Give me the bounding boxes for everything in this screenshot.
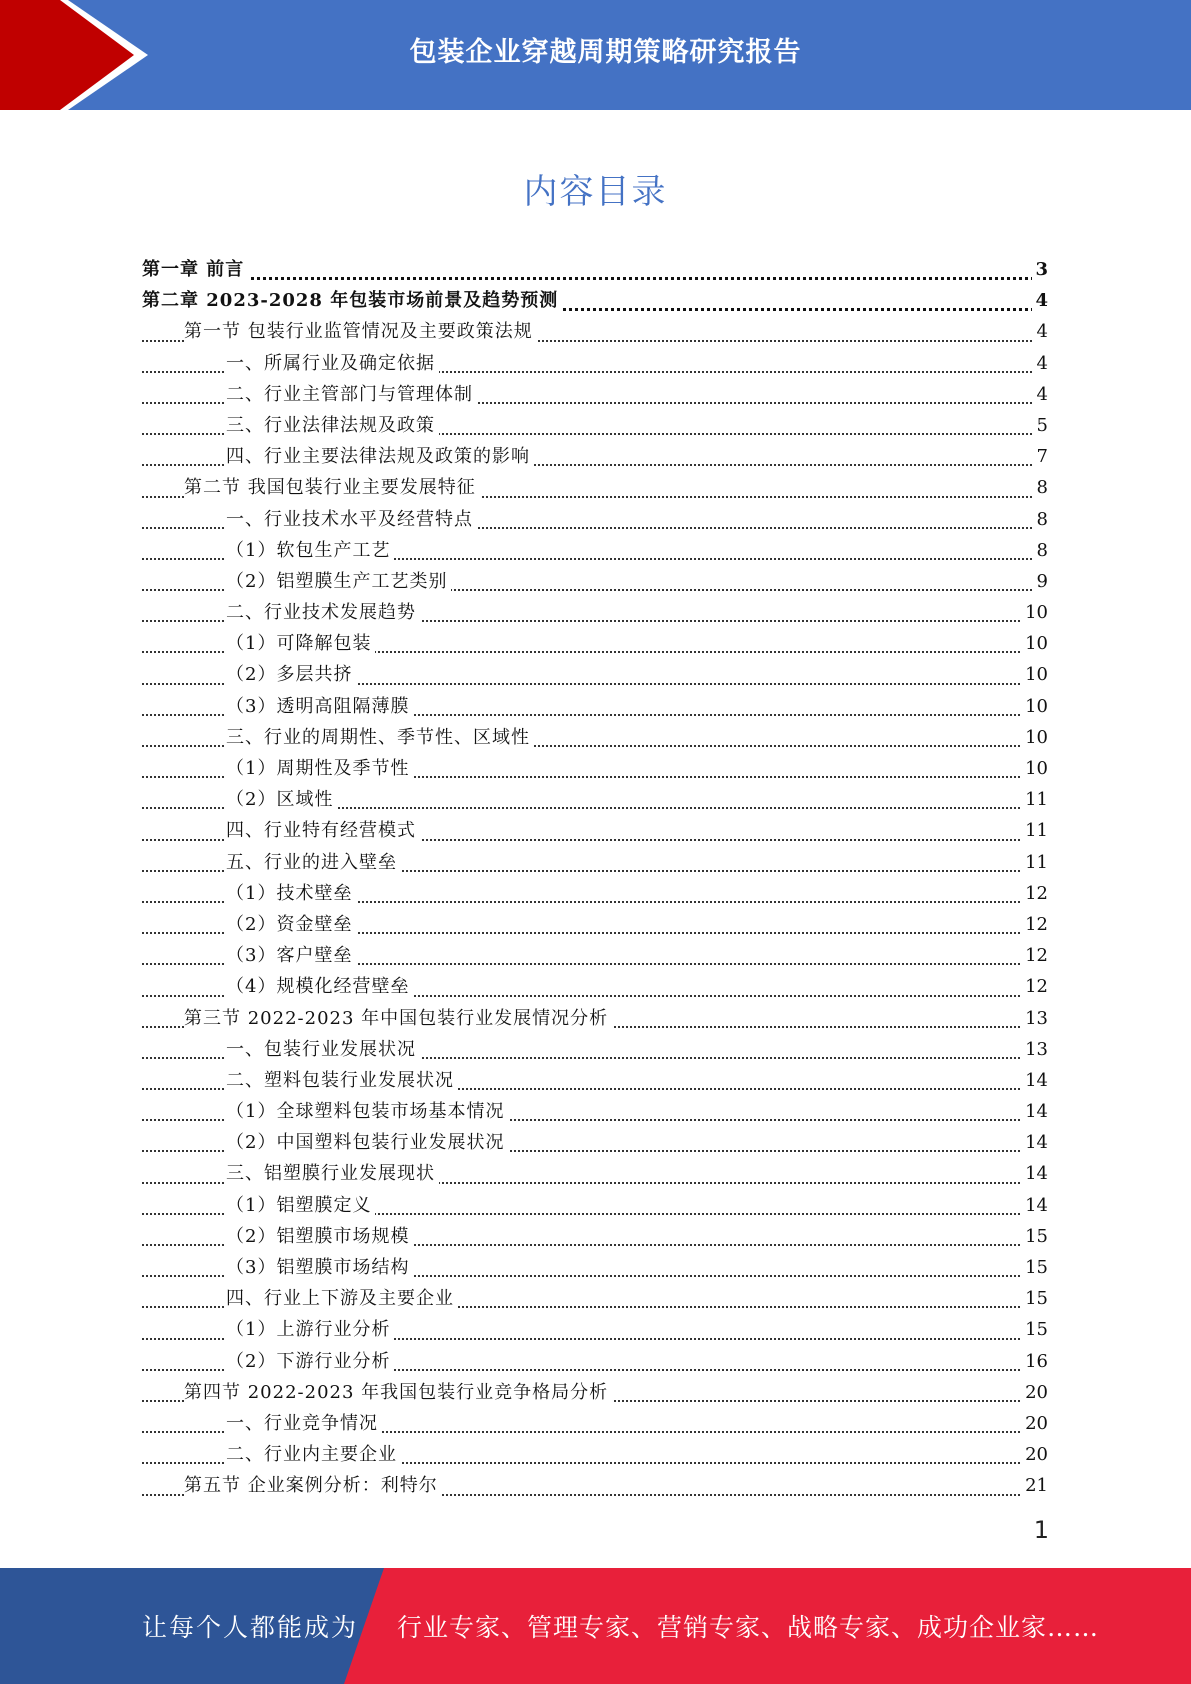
toc-entry-title: （1）上游行业分析 <box>226 1319 394 1340</box>
toc-entry-title: （2）资金壁垒 <box>226 914 356 935</box>
toc-entry[interactable] <box>142 1377 1048 1408</box>
toc-entry[interactable] <box>142 1314 1048 1345</box>
toc-entry-title: （1）软包生产工艺 <box>226 540 394 561</box>
footer-slogan-right: 行业专家、管理专家、营销专家、战略专家、成功企业家…… <box>397 1613 1100 1642</box>
toc-entry-title: （3）铝塑膜市场结构 <box>226 1257 413 1278</box>
toc-entry-page: 4 <box>1032 285 1048 316</box>
toc-entry[interactable] <box>142 504 1048 535</box>
toc-entry[interactable] <box>142 1096 1048 1127</box>
toc-entry[interactable] <box>142 1221 1048 1252</box>
toc-entry-page: 12 <box>1022 909 1048 940</box>
toc-entry[interactable] <box>142 909 1048 940</box>
toc-entry[interactable] <box>142 784 1048 815</box>
toc-entry[interactable] <box>142 472 1048 503</box>
toc-entry-page: 10 <box>1022 597 1048 628</box>
toc-entry-page: 4 <box>1034 348 1048 379</box>
toc-entry-title: （3）透明高阻隔薄膜 <box>226 696 413 717</box>
toc-entry[interactable] <box>142 1346 1048 1377</box>
toc-entry-page: 4 <box>1034 316 1048 347</box>
toc-entry[interactable] <box>142 753 1048 784</box>
toc-entry-title: （1）全球塑料包装市场基本情况 <box>226 1101 508 1122</box>
toc-entry-title: 二、塑料包装行业发展状况 <box>226 1070 458 1091</box>
toc-entry-page: 16 <box>1022 1346 1048 1377</box>
toc-entry[interactable] <box>142 379 1048 410</box>
toc-entry[interactable] <box>142 691 1048 722</box>
toc-entry-title: 二、行业内主要企业 <box>226 1444 401 1465</box>
toc-entry[interactable] <box>142 285 1048 316</box>
toc-entry[interactable] <box>142 1439 1048 1470</box>
report-title: 包装企业穿越周期策略研究报告 <box>409 37 802 68</box>
toc-entry[interactable] <box>142 441 1048 472</box>
toc-entry-title: 一、行业技术水平及经营特点 <box>226 509 477 530</box>
toc-entry-title: 五、行业的进入壁垒 <box>226 852 401 873</box>
toc-entry-page: 14 <box>1022 1158 1048 1189</box>
toc-entry[interactable] <box>142 535 1048 566</box>
toc-entry-title: 第二章 2023-2028 年包装市场前景及趋势预测 <box>142 290 562 311</box>
toc-entry[interactable] <box>142 847 1048 878</box>
toc-entry[interactable] <box>142 566 1048 597</box>
toc-entry[interactable] <box>142 254 1048 285</box>
toc-entry-page: 10 <box>1022 628 1048 659</box>
footer-slogan-left: 让每个人都能成为 <box>142 1613 359 1642</box>
toc-entry-page: 3 <box>1032 254 1048 285</box>
toc-entry-title: （2）铝塑膜市场规模 <box>226 1226 413 1247</box>
toc-entry-page: 10 <box>1022 722 1048 753</box>
toc-entry-page: 15 <box>1022 1314 1048 1345</box>
toc-entry-page: 10 <box>1022 753 1048 784</box>
toc-entry[interactable] <box>142 878 1048 909</box>
toc-entry-page: 11 <box>1022 847 1048 878</box>
toc-entry-page: 14 <box>1022 1190 1048 1221</box>
toc-entry[interactable] <box>142 659 1048 690</box>
toc-entry[interactable] <box>142 410 1048 441</box>
toc-entry[interactable] <box>142 940 1048 971</box>
toc-entry-page: 7 <box>1034 441 1048 472</box>
toc-entry[interactable] <box>142 1065 1048 1096</box>
toc-entry[interactable] <box>142 316 1048 347</box>
toc-entry-title: （2）区域性 <box>226 789 337 810</box>
toc-entry-title: （2）中国塑料包装行业发展状况 <box>226 1132 508 1153</box>
toc-entry-page: 10 <box>1022 691 1048 722</box>
toc-entry-page: 14 <box>1022 1065 1048 1096</box>
toc-entry-page: 20 <box>1022 1439 1048 1470</box>
toc-entry-title: 四、行业上下游及主要企业 <box>226 1288 458 1309</box>
toc-entry[interactable] <box>142 1127 1048 1158</box>
toc-entry-page: 9 <box>1034 566 1048 597</box>
toc-entry-page: 8 <box>1034 504 1048 535</box>
toc-entry-title: （1）可降解包装 <box>226 633 375 654</box>
toc-entry-page: 13 <box>1022 1034 1048 1065</box>
toc-entry-title: 三、行业的周期性、季节性、区域性 <box>226 727 534 748</box>
toc-entry-title: 三、行业法律法规及政策 <box>226 415 439 436</box>
toc-entry-page: 15 <box>1022 1221 1048 1252</box>
header-banner <box>0 0 1191 110</box>
toc-entry[interactable] <box>142 1252 1048 1283</box>
toc-entry-page: 10 <box>1022 659 1048 690</box>
toc-entry-title: （3）客户壁垒 <box>226 945 356 966</box>
toc-entry-title: （1）周期性及季节性 <box>226 758 413 779</box>
toc-entry[interactable] <box>142 1158 1048 1189</box>
toc-entry-title: 一、行业竞争情况 <box>226 1413 382 1434</box>
toc-entry-title: （4）规模化经营壁垒 <box>226 976 413 997</box>
toc-entry-title: 第一章 前言 <box>142 259 248 280</box>
toc-entry-page: 15 <box>1022 1283 1048 1314</box>
toc-entry-page: 11 <box>1022 784 1048 815</box>
toc-entry[interactable] <box>142 348 1048 379</box>
toc-entry[interactable] <box>142 1470 1048 1501</box>
page-number: 1 <box>1033 1516 1049 1544</box>
toc-entry-page: 14 <box>1022 1127 1048 1158</box>
toc-entry-page: 20 <box>1022 1408 1048 1439</box>
toc-entry-title: 第二节 我国包装行业主要发展特征 <box>184 477 480 498</box>
toc-entry[interactable] <box>142 722 1048 753</box>
toc-entry-page: 12 <box>1022 878 1048 909</box>
toc-entry-title: （1）技术壁垒 <box>226 883 356 904</box>
toc-entry-title: 第三节 2022-2023 年中国包装行业发展情况分析 <box>184 1008 612 1029</box>
toc-entry[interactable] <box>142 1408 1048 1439</box>
toc-entry-title: 第一节 包装行业监管情况及主要政策法规 <box>184 321 537 342</box>
toc-entry-title: 一、所属行业及确定依据 <box>226 353 439 374</box>
toc-entry-title: （1）铝塑膜定义 <box>226 1195 375 1216</box>
toc-entry[interactable] <box>142 597 1048 628</box>
toc-entry-title: 第四节 2022-2023 年我国包装行业竞争格局分析 <box>184 1382 612 1403</box>
toc-entry-page: 12 <box>1022 940 1048 971</box>
toc-entry-page: 8 <box>1034 535 1048 566</box>
toc-entry-page: 11 <box>1022 815 1048 846</box>
toc-entry-page: 21 <box>1022 1470 1048 1501</box>
toc-entry-title: 第五节 企业案例分析：利特尔 <box>184 1475 442 1496</box>
toc-entry-title: （2）多层共挤 <box>226 664 356 685</box>
toc-entry-title: 二、行业技术发展趋势 <box>226 602 420 623</box>
toc-entry-page: 13 <box>1022 1003 1048 1034</box>
table-of-contents <box>142 254 1048 1502</box>
footer-banner <box>0 1568 1191 1684</box>
toc-entry[interactable] <box>142 628 1048 659</box>
toc-entry-title: （2）铝塑膜生产工艺类别 <box>226 571 451 592</box>
toc-entry-title: 一、包装行业发展状况 <box>226 1039 420 1060</box>
toc-entry[interactable] <box>142 1034 1048 1065</box>
toc-entry-title: 三、铝塑膜行业发展现状 <box>226 1163 439 1184</box>
toc-entry[interactable] <box>142 971 1048 1002</box>
toc-entry-page: 20 <box>1022 1377 1048 1408</box>
toc-entry-page: 5 <box>1034 410 1048 441</box>
toc-entry-page: 4 <box>1034 379 1048 410</box>
toc-entry-page: 12 <box>1022 971 1048 1002</box>
toc-entry[interactable] <box>142 815 1048 846</box>
toc-dot-leader <box>142 277 1048 280</box>
toc-entry-page: 15 <box>1022 1252 1048 1283</box>
toc-entry[interactable] <box>142 1003 1048 1034</box>
toc-heading: 内容目录 <box>523 172 668 212</box>
toc-entry-page: 14 <box>1022 1096 1048 1127</box>
toc-entry-title: 四、行业特有经营模式 <box>226 820 420 841</box>
toc-entry-title: 四、行业主要法律法规及政策的影响 <box>226 446 534 467</box>
toc-entry-title: （2）下游行业分析 <box>226 1351 394 1372</box>
toc-entry[interactable] <box>142 1190 1048 1221</box>
toc-entry-page: 8 <box>1034 472 1048 503</box>
toc-entry-title: 二、行业主管部门与管理体制 <box>226 384 477 405</box>
toc-entry[interactable] <box>142 1283 1048 1314</box>
